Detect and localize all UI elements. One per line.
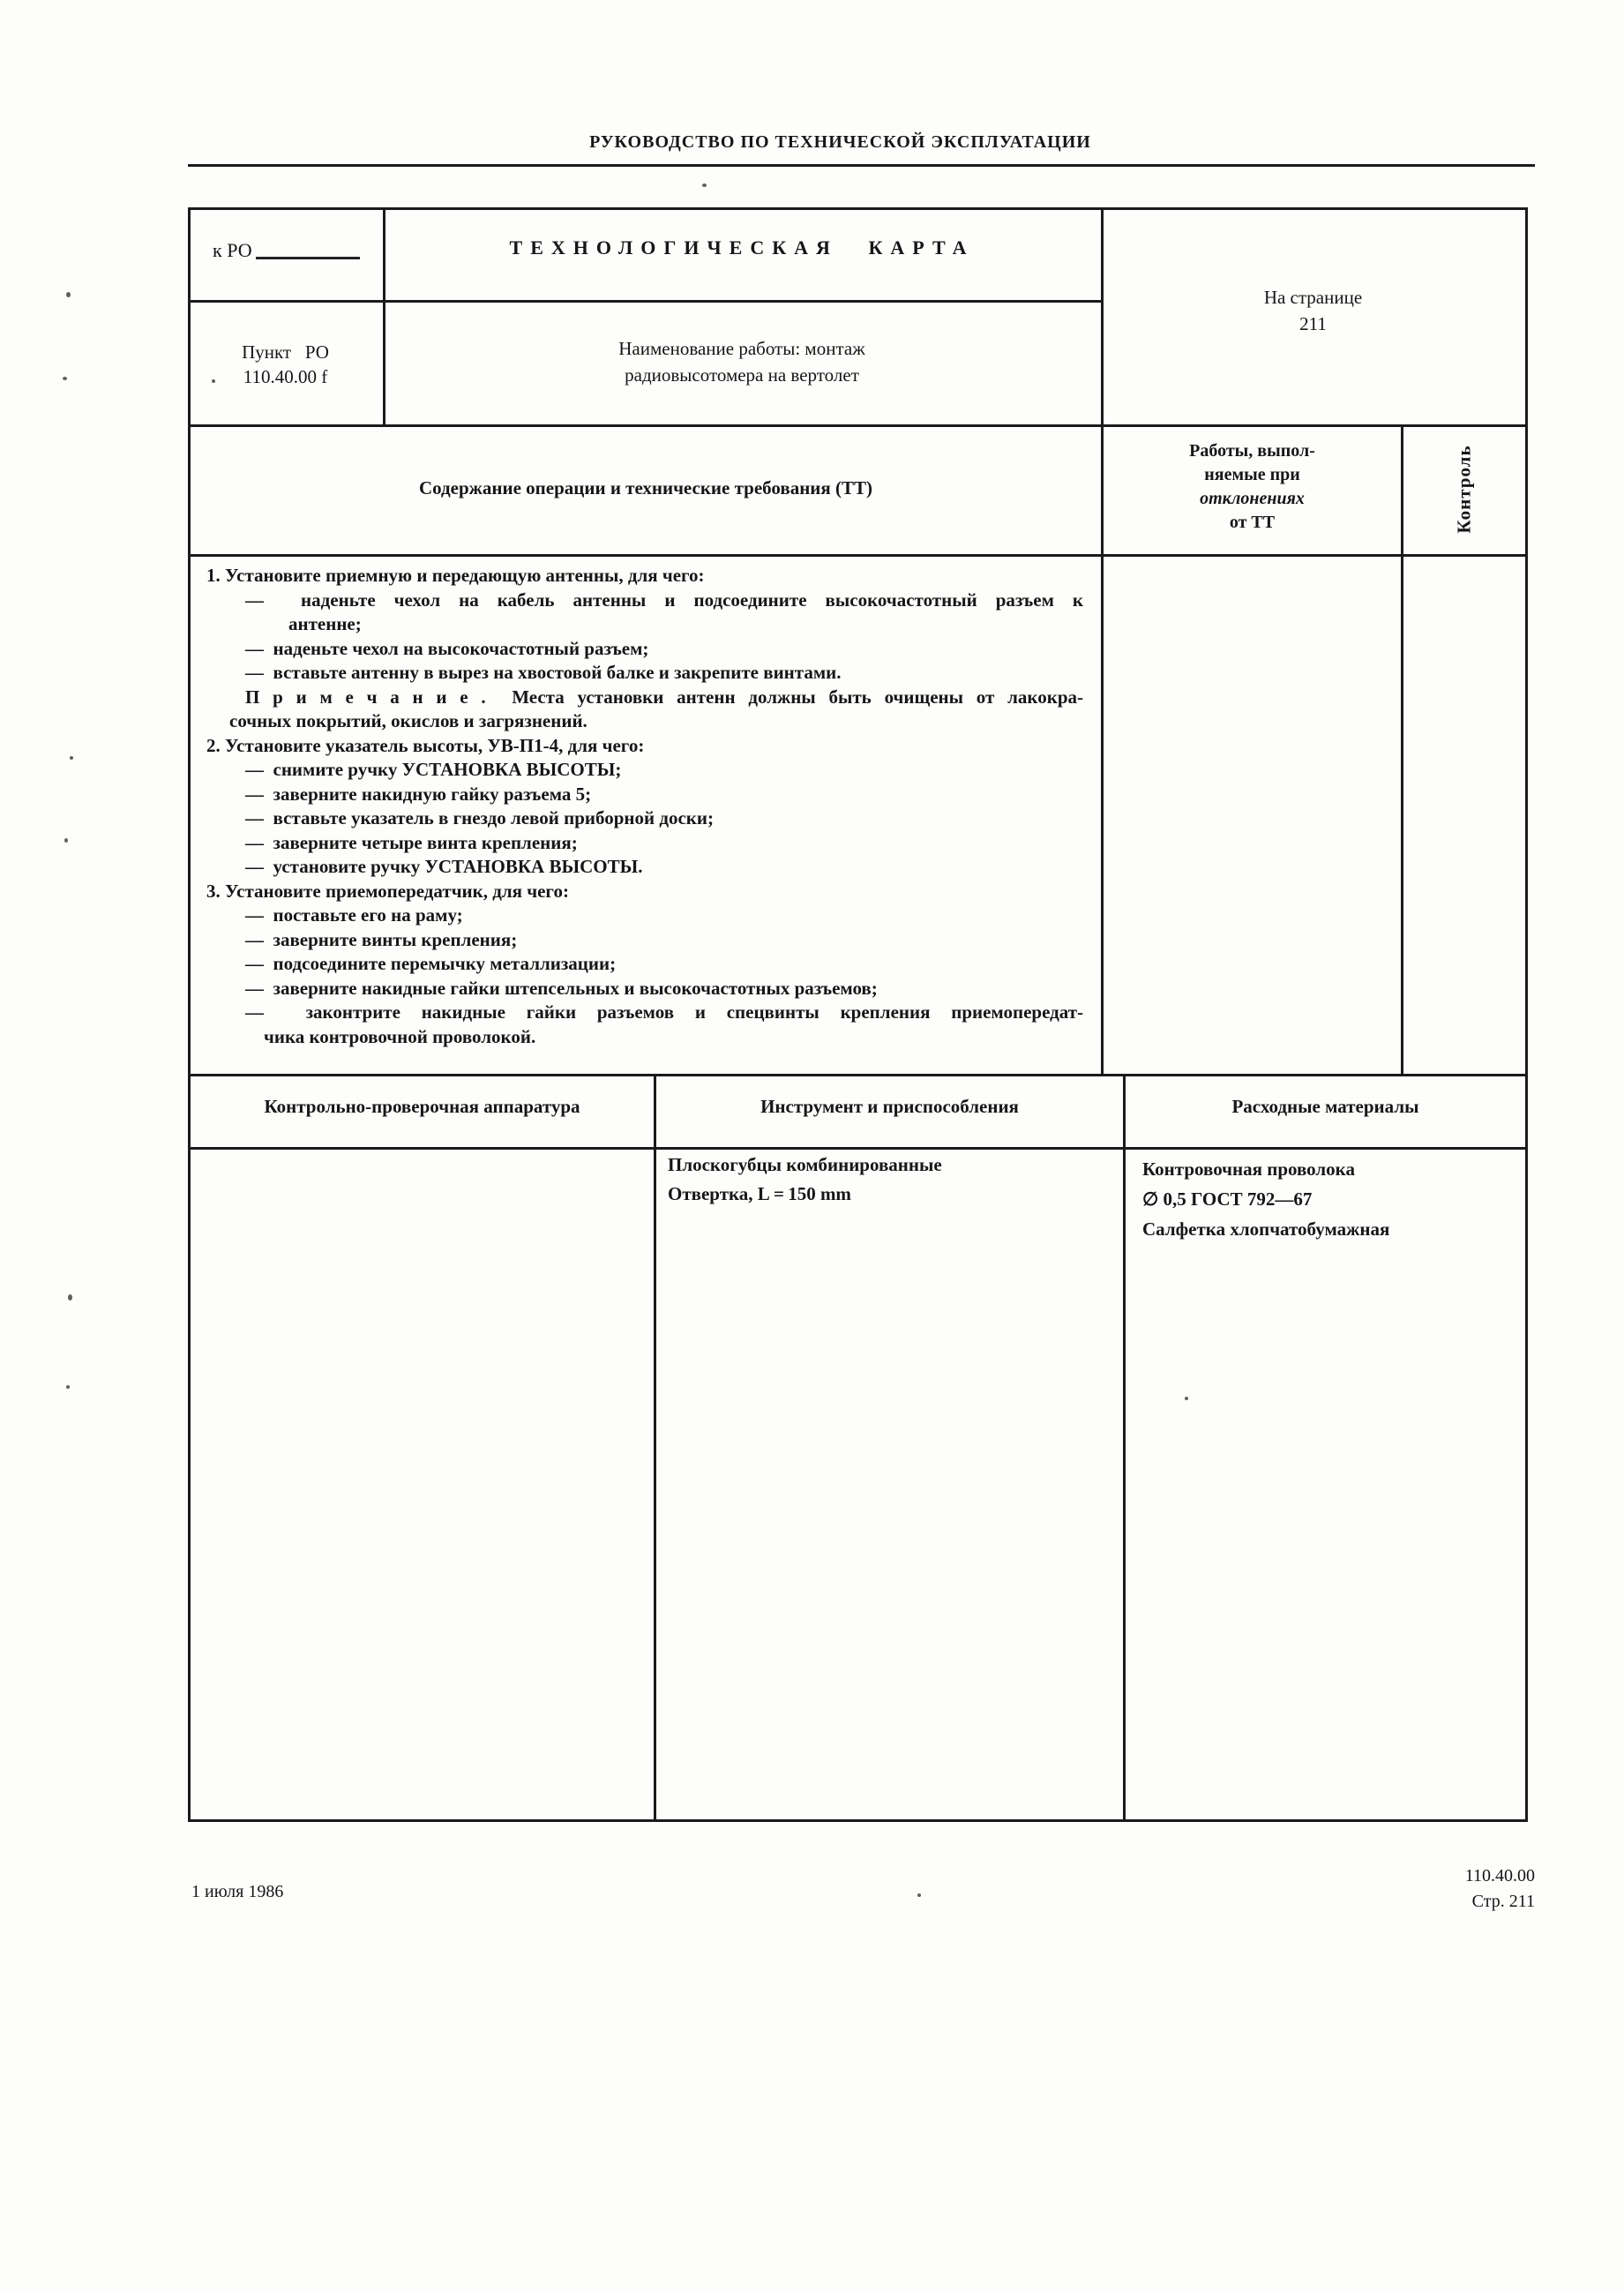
- deviations-header-line: няемые при: [1204, 465, 1300, 484]
- operation-line: — заверните накидную гайку разъема 5;: [245, 783, 592, 805]
- scan-speck: [702, 184, 707, 187]
- material-item: Контровочная проволока: [1142, 1158, 1355, 1180]
- title-block-divider: [188, 300, 1104, 303]
- scan-speck: [70, 756, 73, 760]
- control-col-header-cell: [1401, 424, 1528, 554]
- control-col-header: Контроль: [1453, 445, 1475, 534]
- operation-line: — заверните четыре винта крепления;: [245, 831, 578, 853]
- deviations-header-line: отклонениях: [1200, 489, 1305, 508]
- punkt-ro-line: 110.40.00 f: [243, 366, 328, 387]
- scan-speck: [212, 379, 215, 383]
- operation-line: П р и м е ч а н и е . Места установки антенн должны быть очищены от лакокра-: [245, 686, 1083, 708]
- table-border-bottom: [188, 1819, 1528, 1822]
- operation-line: 1. Установите приемную и передающую антенны, для чего:: [206, 565, 705, 586]
- deviations-header-line: от ТТ: [1229, 513, 1276, 532]
- operation-line: — вставьте антенну в вырез на хвостовой балке и закрепите винтами.: [245, 662, 842, 683]
- scan-speck: [66, 1385, 70, 1389]
- operation-line: — наденьте чехол на высокочастотный разъем;: [245, 637, 649, 659]
- materials-list: [1142, 1154, 1522, 1244]
- blank-fill-line: [256, 257, 360, 259]
- resources-col2-header: Инструмент и приспособления: [760, 1096, 1019, 1117]
- operation-line: — подсоедините перемычку металлизации;: [245, 953, 617, 974]
- deviations-col-header: [1104, 439, 1401, 535]
- punkt-ro-line: Пункт РО: [242, 341, 329, 363]
- operation-line: антенне;: [288, 613, 362, 634]
- running-header: РУКОВОДСТВО ПО ТЕХНИЧЕСКОЙ ЭКСПЛУАТАЦИИ: [589, 132, 1091, 152]
- tool-item: Отвертка, L = 150 mm: [668, 1183, 851, 1204]
- operation-line: — поставьте его на раму;: [245, 904, 463, 926]
- resources-col3-header: Расходные материалы: [1231, 1096, 1419, 1117]
- scan-speck: [68, 1294, 72, 1301]
- tools-list: [668, 1151, 1109, 1209]
- scan-speck: [917, 1893, 921, 1897]
- operation-line: сочных покрытий, окислов и загрязнений.: [229, 710, 587, 731]
- footer-date: 1 июля 1986: [191, 1882, 284, 1901]
- card-title: ТЕХНОЛОГИЧЕСКАЯ КАРТА: [509, 236, 975, 259]
- scan-speck: [63, 377, 67, 380]
- scan-speck: [64, 838, 68, 843]
- ops-content-col-header: Содержание операции и технические требования (ТТ): [418, 477, 873, 499]
- footer-page-number: Стр. 211: [1471, 1892, 1535, 1911]
- on-page-line: На странице: [1263, 287, 1363, 308]
- operation-line: — наденьте чехол на кабель антенны и подсоедините высокочастотный разъем к: [245, 588, 1083, 611]
- work-name-line: радиовысотомера на вертолет: [625, 364, 859, 386]
- scan-speck: [66, 292, 71, 297]
- operation-line: — снимите ручку УСТАНОВКА ВЫСОТЫ;: [245, 759, 622, 780]
- to-ro-field: [213, 239, 360, 262]
- material-item: ∅ 0,5 ГОСТ 792—67: [1142, 1188, 1313, 1210]
- operation-line: — установите ручку УСТАНОВКА ВЫСОТЫ.: [245, 856, 643, 877]
- header-rule: [188, 164, 1535, 167]
- to-ro-label: к РО: [213, 239, 252, 261]
- deviations-col-divider: [1101, 207, 1104, 1076]
- footer-section-number: 110.40.00: [1464, 1866, 1535, 1885]
- operation-line: 2. Установите указатель высоты, УВ-П1-4, для чего:: [206, 734, 645, 756]
- on-page-cell: [1101, 284, 1525, 337]
- operation-line: 3. Установите приемопередатчик, для чего:: [206, 880, 569, 902]
- scan-speck: [1185, 1397, 1188, 1400]
- on-page-line: 211: [1299, 313, 1327, 334]
- operation-line: чика контровочной проволокой.: [264, 1025, 536, 1047]
- resources-col1-header: Контрольно-проверочная аппаратура: [264, 1096, 580, 1117]
- work-name-cell: [383, 335, 1101, 388]
- table-border-top: [188, 207, 1528, 210]
- ops-header-bottom-border: [188, 554, 1528, 557]
- deviations-header-line: Работы, выпол-: [1189, 441, 1315, 461]
- operation-line: — законтрите накидные гайки разъемов и спецвинты крепления приемопередат-: [245, 1001, 1083, 1023]
- material-item: Салфетка хлопчатобумажная: [1142, 1218, 1390, 1240]
- operations-list: [206, 564, 1085, 1049]
- operation-line: — заверните накидные гайки штепсельных и высокочастотных разъемов;: [245, 977, 878, 999]
- operation-line: — заверните винты крепления;: [245, 928, 518, 950]
- resources-col-divider-2: [1123, 1074, 1126, 1822]
- work-name-line: Наименование работы: монтаж: [618, 338, 865, 359]
- resources-col-divider-1: [654, 1074, 656, 1822]
- footer-page-ref: [1358, 1863, 1535, 1915]
- operation-line: — вставьте указатель в гнездо левой приборной доски;: [245, 807, 714, 828]
- punkt-ro-cell: [188, 340, 383, 389]
- title-block-bottom-border: [188, 424, 1528, 427]
- resources-header-bottom-border: [188, 1147, 1528, 1150]
- ops-bottom-border: [188, 1074, 1528, 1076]
- tool-item: Плоскогубцы комбинированные: [668, 1154, 942, 1175]
- table-border-left: [188, 207, 191, 1822]
